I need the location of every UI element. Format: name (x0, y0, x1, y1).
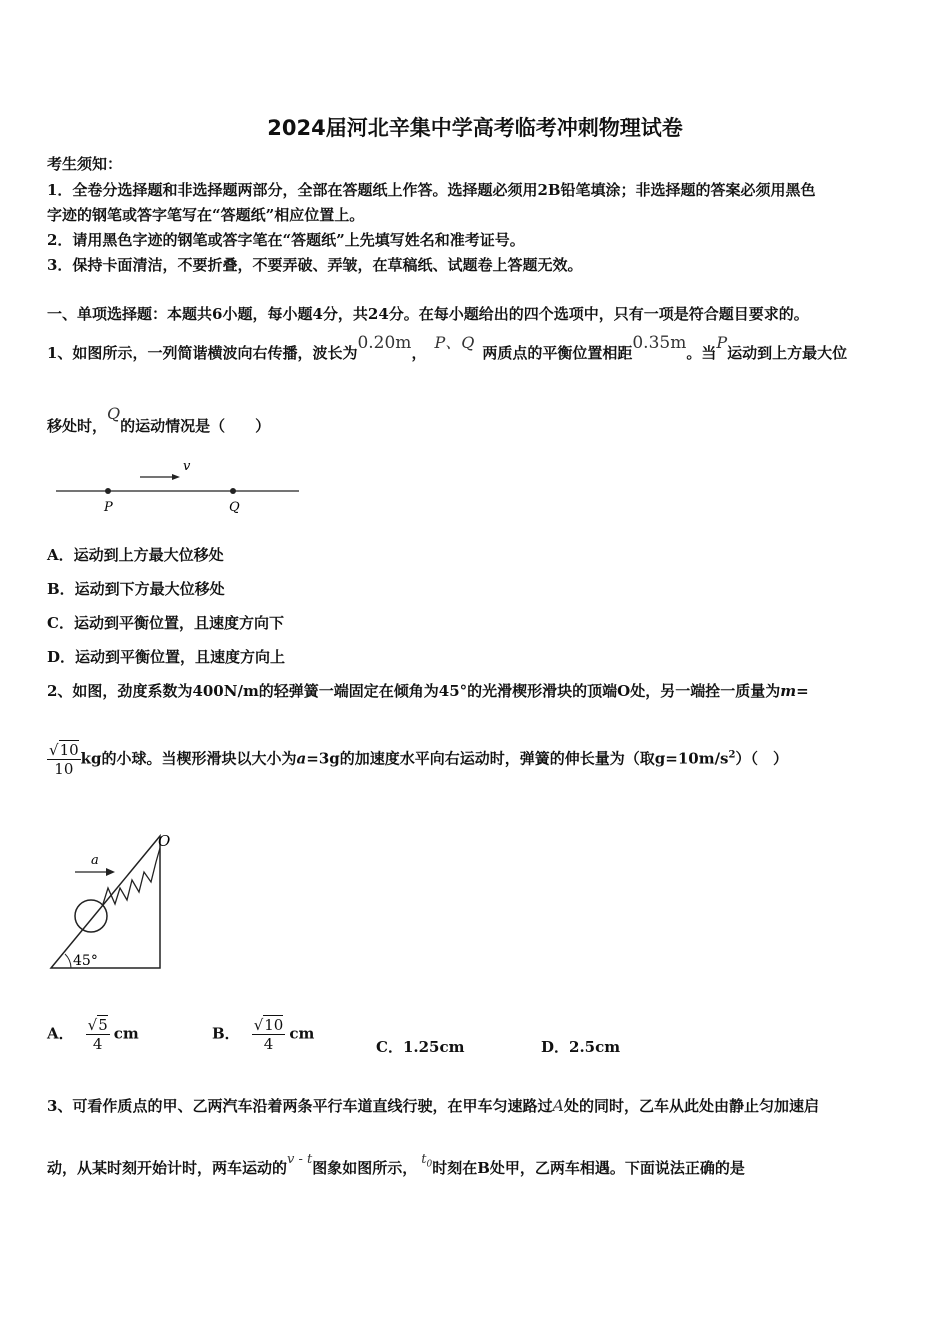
q1-distance: 0.35m (632, 333, 687, 353)
q1-point-p: P (716, 333, 728, 352)
page-title: 2024届河北辛集中学高考临考冲刺物理试卷 (267, 116, 683, 140)
q1-point-p-dot (105, 488, 111, 494)
q2-ball (75, 900, 107, 932)
q3-text-a: 3、可看作质点的甲、乙两汽车沿着两条平行车道直线行驶，在甲车匀速路过 (47, 1097, 553, 1115)
q2-text-d: ）（ ） (735, 749, 788, 768)
q1-label-v: v (183, 459, 191, 474)
q1-option-b: B．运动到下方最大位移处 (47, 580, 225, 598)
q3-text-c: 动，从某时刻开始计时，两车运动的 (47, 1159, 288, 1177)
notice-item-1: 1．全卷分选择题和非选择题两部分，全部在答题纸上作答。选择题必须用2B铅笔填涂；非选择题的答案必须用黑色 (47, 181, 816, 199)
q2-wedge (51, 836, 160, 968)
q3-t0: $t_0$ (421, 1152, 433, 1170)
q2-wedge-figure (45, 828, 185, 976)
q2-label-angle: 45° (73, 953, 98, 969)
q1-point-q-dot (230, 488, 236, 494)
q2-option-a (47, 1016, 139, 1053)
q1-point-q: Q (107, 404, 121, 423)
notice-item-1-cont: 字迹的钢笔或答字笔写在“答题纸”相应位置上。 (47, 206, 365, 224)
q2-angle-arc (65, 954, 71, 968)
q2-line-2 (47, 741, 788, 778)
q2-accel-symbol: a (296, 749, 307, 768)
q2-option-a-fraction: $\frac{√5}{4}$ (87, 1016, 108, 1053)
q2-mass-fraction: $\frac{√10}{10}$ (49, 741, 79, 778)
q1-option-c: C．运动到平衡位置，且速度方向下 (47, 614, 284, 632)
q2-option-b-fraction: $\frac{√10}{4}$ (253, 1016, 284, 1053)
q2-label-o: O (158, 832, 171, 850)
q2-option-b-label: B． (212, 1024, 240, 1043)
q2-mass-eq: m= (780, 682, 809, 700)
q3-text-d: 图象如图所示， (312, 1159, 418, 1177)
notice-item-3: 3．保持卡面清洁，不要折叠，不要弄破、弄皱，在草稿纸、试题卷上答题无效。 (47, 256, 583, 274)
q2-accel-arrowhead (106, 868, 115, 876)
q2-option-a-unit: cm (113, 1024, 139, 1043)
q3-line-1 (47, 1095, 819, 1116)
q1-points-pq: P、Q (434, 333, 475, 352)
q1-wave-figure (50, 455, 310, 521)
q2-text-c: =3g的加速度水平向右运动时，弹簧的伸长量为（取g=10m/s (306, 749, 729, 768)
q1-label-p: P (104, 500, 113, 515)
q1-text-e: 运动到上方最大位 (727, 344, 848, 362)
q2-option-b-num: 10 (264, 1016, 284, 1034)
q1-text-g: 的运动情况是（ ） (120, 417, 271, 435)
q3-text-b: 处的同时，乙车从此处由静止匀加速启 (564, 1097, 820, 1115)
q2-mass-den: 10 (54, 760, 74, 778)
q1-option-d: D．运动到平衡位置，且速度方向上 (47, 648, 286, 666)
q1-text-f: 移处时， (47, 417, 108, 435)
q2-option-b-unit: cm (289, 1024, 315, 1043)
q2-option-a-num: 5 (98, 1016, 108, 1034)
q2-spring (103, 848, 160, 904)
q2-superscript: 2 (728, 749, 736, 761)
q1-line-2 (47, 404, 271, 436)
notice-item-2: 2．请用黑色字迹的钢笔或答字笔在“答题纸”上先填写姓名和准考证号。 (47, 231, 525, 249)
q1-label-q: Q (229, 500, 240, 515)
q1-text-a: 1、如图所示，一列简谐横波向右传播，波长为 (47, 344, 358, 362)
q1-text-d: 。当 (686, 344, 717, 362)
q2-option-a-label: A． (47, 1024, 74, 1043)
q2-label-a: a (91, 853, 99, 868)
q1-option-a: A．运动到上方最大位移处 (47, 546, 224, 564)
q3-point-a: A (552, 1096, 565, 1115)
q3-vt: v - t (287, 1152, 313, 1167)
q3-text-e: 时刻在B处甲，乙两车相遇。下面说法正确的是 (432, 1159, 745, 1177)
q2-line-1 (47, 680, 809, 701)
q2-option-c: C．1.25cm (376, 1038, 465, 1056)
q2-mass-num: 10 (59, 741, 79, 759)
section-heading: 一、单项选择题：本题共6小题，每小题4分，共24分。在每小题给出的四个选项中，只有一项是符合题目要求的。 (47, 305, 809, 323)
q1-line-1 (47, 333, 848, 363)
q2-option-b (212, 1016, 314, 1053)
q1-wavelength: 0.20m (357, 333, 412, 353)
q1-velocity-arrowhead (172, 474, 180, 480)
q2-text-a: 2、如图，劲度系数为400N/m的轻弹簧一端固定在倾角为45°的光滑楔形滑块的顶端O处，另一端拴一质量为 (47, 682, 781, 700)
q1-text-b: ， (411, 344, 427, 362)
q2-option-d: D．2.5cm (541, 1038, 621, 1056)
q2-option-b-den: 4 (263, 1035, 274, 1053)
q1-text-c: 两质点的平衡位置相距 (482, 344, 633, 362)
q2-option-a-den: 4 (92, 1035, 103, 1053)
notice-heading: 考生须知： (47, 155, 123, 173)
q3-line-2 (47, 1152, 745, 1180)
q2-text-b: kg的小球。当楔形滑块以大小为 (80, 749, 297, 768)
